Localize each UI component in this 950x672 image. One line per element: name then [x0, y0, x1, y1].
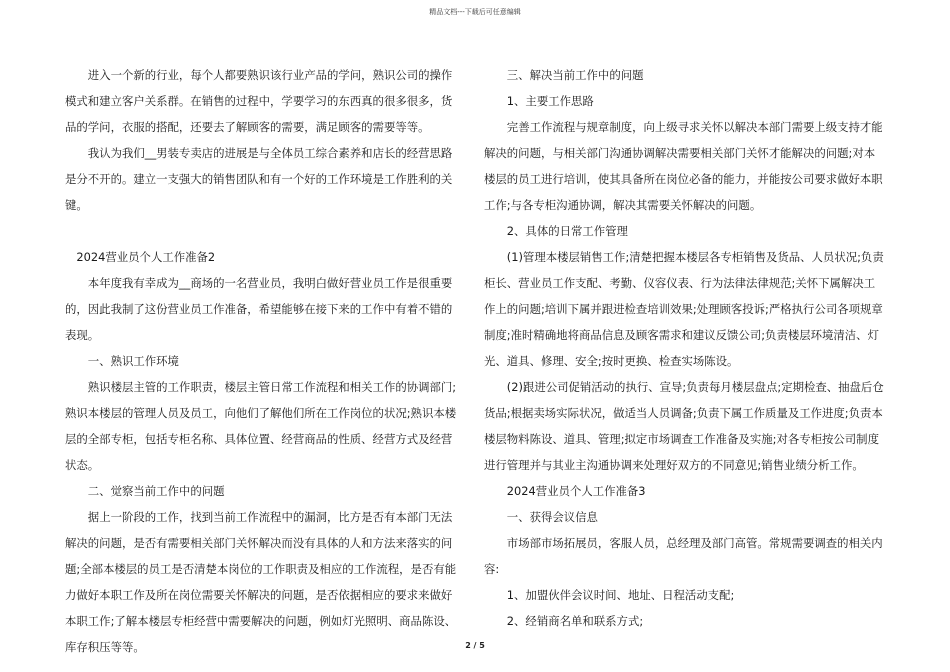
paragraph: 完善工作流程与规章制度，向上级寻求关怀以解决本部门需要上级支持才能解决的问题，与相关部门沟通协调解决需要相关部门关怀才能解决的问题;对本楼层的员工进行培训，使其具备所在岗位必备的能力，并能按公司要求做好本职工作;与各专柜沟通协调，解决其需要关怀解决的问题。 — [484, 120, 883, 212]
section-heading: 一、获得会议信息 — [506, 510, 598, 524]
paragraph: 我认为我们__男装专卖店的进展是与全体员工综合素养和店长的经营思路是分不开的。建立一支强大的销售团队和有一个好的工作环境是工作胜利的关键。 — [65, 146, 453, 212]
list-item: 1、加盟伙伴会议时间、地址、日程活动支配; — [506, 588, 735, 602]
left-column — [65, 62, 457, 660]
page-number: 2 / 5 — [465, 641, 485, 650]
right-column — [484, 62, 884, 634]
page-header: 精品文档---下载后可任意编辑 — [429, 8, 521, 16]
paragraph: 市场部市场拓展员，客服人员，总经理及部门高管。常规需要调查的相关内容: — [484, 536, 883, 576]
paragraph: 进入一个新的行业，每个人都要熟识该行业产品的学问，熟识公司的操作模式和建立客户关系群。在销售的过程中，学要学习的东西真的很多很多，货品的学问，衣服的搭配，还要去了解顾客的需要，满足顾客的需要等等。 — [65, 68, 453, 134]
paragraph: 熟识楼层主管的工作职责，楼层主管日常工作流程和相关工作的协调部门;熟识本楼层的管理人员及员工，向他们了解他们所在工作岗位的状况;熟识本楼层的全部专柜，包括专柜名称、具体位置、经营商品的性质、经营方式及经营状态。 — [65, 380, 457, 472]
paragraph: 本年度我有幸成为__商场的一名营业员，我明白做好营业员工作是很重要的，因此我制了这份营业员工作准备，希望能够在接下来的工作中有着不错的表现。 — [65, 276, 453, 342]
sub-heading: 1、主要工作思路 — [506, 94, 594, 108]
section-title: 2024营业员个人工作准备2 — [76, 250, 216, 264]
section-heading: 一、熟识工作环境 — [87, 354, 179, 368]
paragraph: (2)跟进公司促销活动的执行、宣导;负责每月楼层盘点;定期检查、抽盘后仓货品;根据卖场实际状况，做适当人员调备;负责下属工作质量及工作进度;负责本楼层物料陈设、道具、管理;拟定市场调查工作准备及实施;对各专柜按公司制度进行管理并与其业主沟通协调来处理好双方的不同意见;销售业绩分析工作。 — [484, 380, 884, 472]
section-title: 2024营业员个人工作准备3 — [506, 484, 646, 498]
sub-heading: 2、具体的日常工作管理 — [506, 224, 628, 238]
section-heading: 二、觉察当前工作中的问题 — [87, 484, 225, 498]
paragraph: 据上一阶段的工作，找到当前工作流程中的漏洞，比方是否有本部门无法解决的问题，是否有需要相关部门关怀解决而没有具体的人和方法来落实的问题;全部本楼层的员工是否清楚本岗位的工作职责及相应的工作流程，是否有能力做好本职工作及所在岗位需要关怀解决的问题，是否依据相应的要求来做好本职工作;了解本楼层专柜经营中需要解决的问题，例如灯光照明、商品陈设、库存积压等等。 — [65, 510, 457, 654]
list-item: 2、经销商名单和联系方式; — [506, 614, 644, 628]
section-heading: 三、解决当前工作中的问题 — [506, 68, 644, 82]
paragraph: (1)管理本楼层销售工作;清楚把握本楼层各专柜销售及货品、人员状况;负责柜长、营业员工作支配、考勤、仪容仪表、行为法律法律规范;关怀下属解决工作上的问题;培训下属并跟进检查培训效果;处理顾客投诉;严格执行公司各项规章制度;准时精确地将商品信息及顾客需求和建议反馈公司;负责楼层环境清洁、灯光、道具、修理、安全;按时更换、检查实场陈设。 — [484, 250, 884, 368]
